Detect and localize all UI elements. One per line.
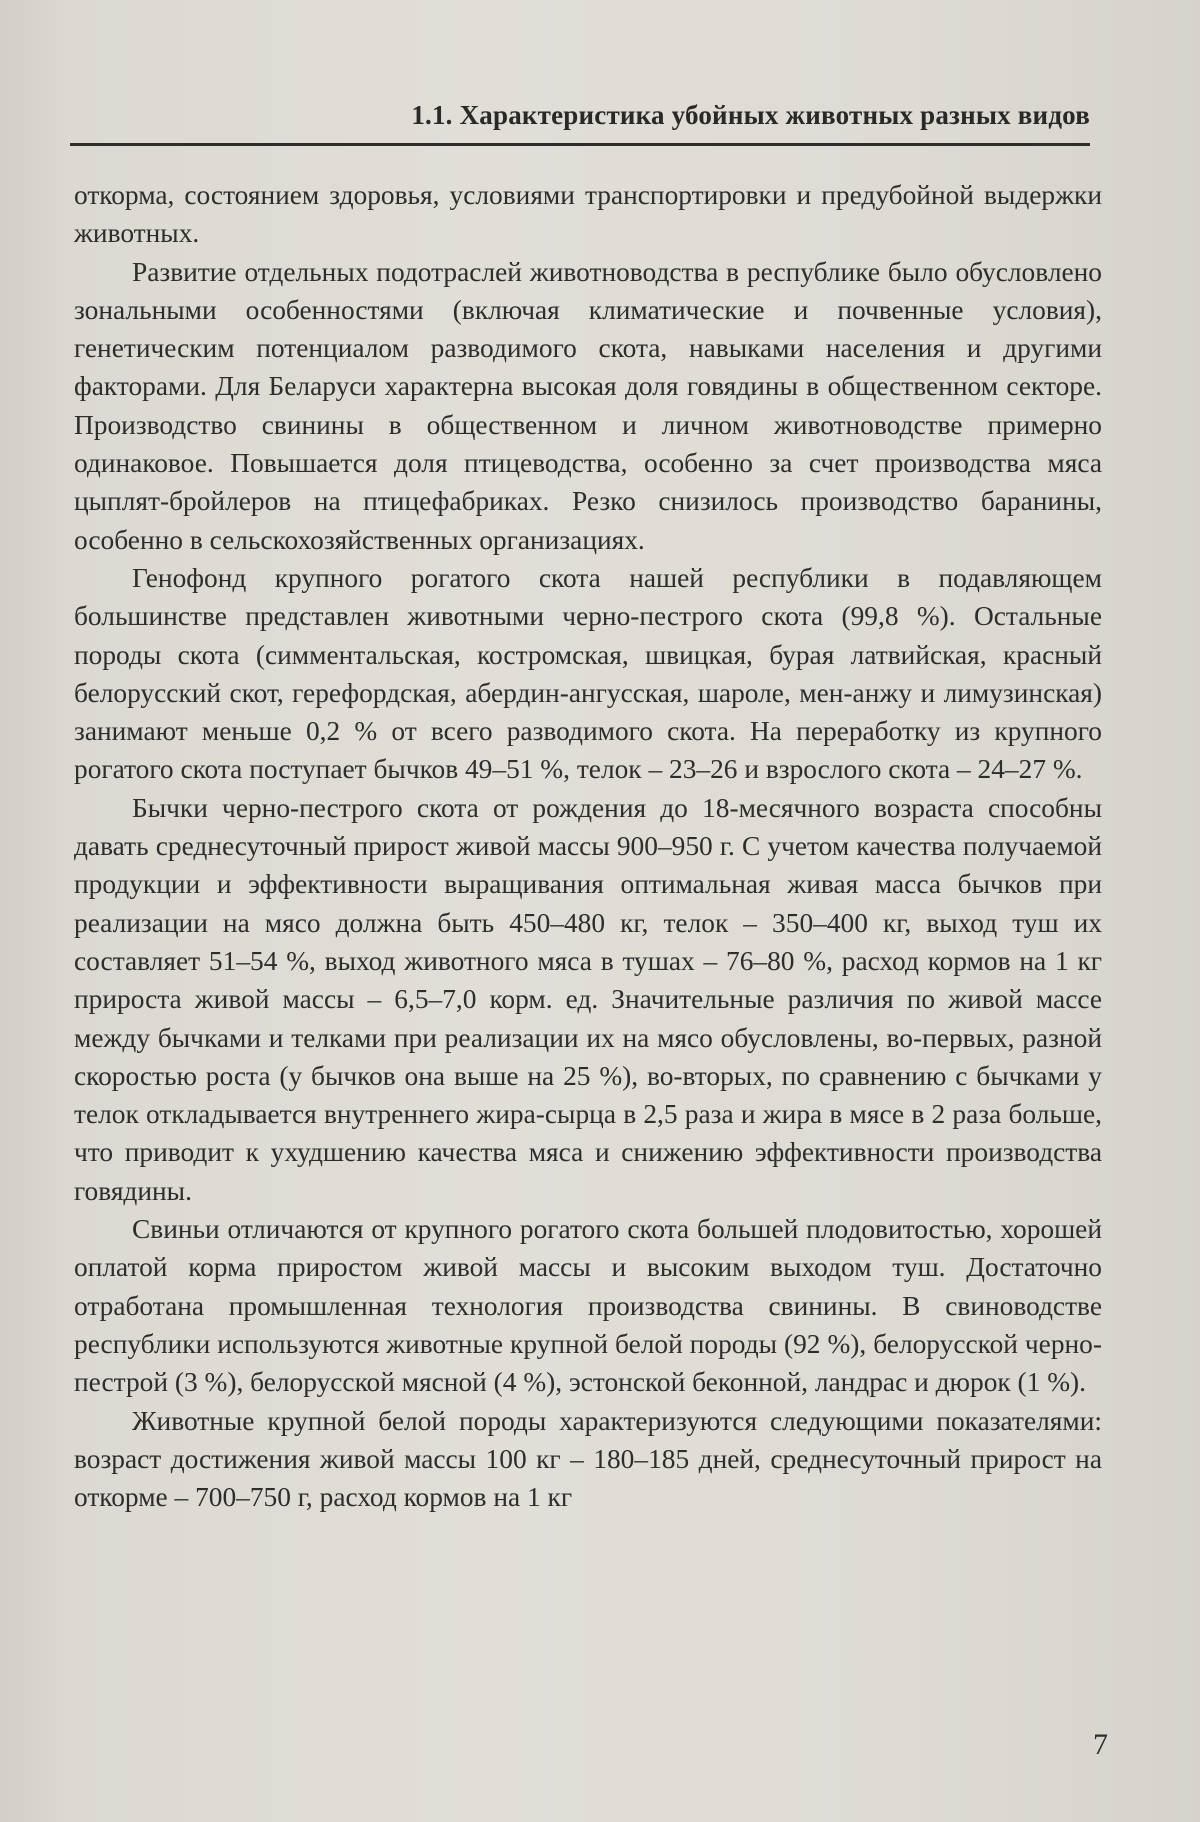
paragraph: Свиньи отличаются от крупного рогатого скота большей плодовитостью, хорошей оплатой корма приростом живой массы и высоким выходом туш. Достаточно отработана промышленная технология производства свинины. В свиноводстве республики используются животные крупной белой породы (92 %), белорусской черно-пестрой (3 %), белорусской мясной (4 %), эстонской беконной, ландрас и дюрок (1 %).	[74, 1214, 1102, 1398]
paragraph-continuation: откорма, состоянием здоровья, условиями транспортировки и предубойной выдержки животных.	[74, 180, 1102, 249]
running-head: 1.1. Характеристика убойных животных разных видов	[411, 100, 1090, 130]
body-text	[74, 176, 1102, 1516]
paragraph: Генофонд крупного рогатого скота нашей республики в подавляющем большинстве представлен животными черно-пестрого скота (99,8 %). Остальные породы скота (симментальская, костромская, швицкая, бурая латвийская, красный белорусский скот, герефордская, абердин-ангусская, шароле, мен-анжу и лимузинская) занимают меньше 0,2 % от всего разводимого скота. На переработку из крупного рогатого скота поступает бычков 49–51 %, телок – 23–26 и взрослого скота – 24–27 %.	[74, 562, 1102, 785]
paragraph: Развитие отдельных подотраслей животноводства в республике было обусловлено зональными особенностями (включая климатические и почвенные условия), генетическим потенциалом разводимого скота, навыками населения и другими факторами. Для Беларуси характерна высокая доля говядины в общественном секторе. Производство свинины в общественном и личном животноводстве примерно одинаковое. Повышается доля птицеводства, особенно за счет производства мяса цыплят-бройлеров на птицефабриках. Резко снизилось производство баранины, особенно в сельскохозяйственных организациях.	[74, 256, 1102, 555]
paragraph: Животные крупной белой породы характеризуются следующими показателями: возраст достижения живой массы 100 кг – 180–185 дней, среднесуточный прирост на откорме – 700–750 г, расход кормов на 1 кг	[74, 1405, 1102, 1513]
paragraph: Бычки черно-пестрого скота от рождения до 18-месячного возраста способны давать среднесуточный прирост живой массы 900–950 г. С учетом качества получаемой продукции и эффективности выращивания оптимальная живая масса бычков при реализации на мясо должна быть 450–480 кг, телок – 350–400 кг, выход туш их составляет 51–54 %, выход животного мяса в тушах – 76–80 %, расход кормов на 1 кг прироста живой массы – 6,5–7,0 корм. ед. Значительные различия по живой массе между бычками и телками при реализации их на мясо обусловлены, во-первых, разной скоростью роста (у бычков она выше на 25 %), во-вторых, по сравнению с бычками у телок откладывается внутреннего жира-сырца в 2,5 раза и жира в мясе в 2 раза больше, что приводит к ухудшению качества мяса и снижению эффективности производства говядины.	[74, 792, 1102, 1206]
header-rule	[70, 143, 1090, 146]
page-number: 7	[1093, 1728, 1108, 1761]
